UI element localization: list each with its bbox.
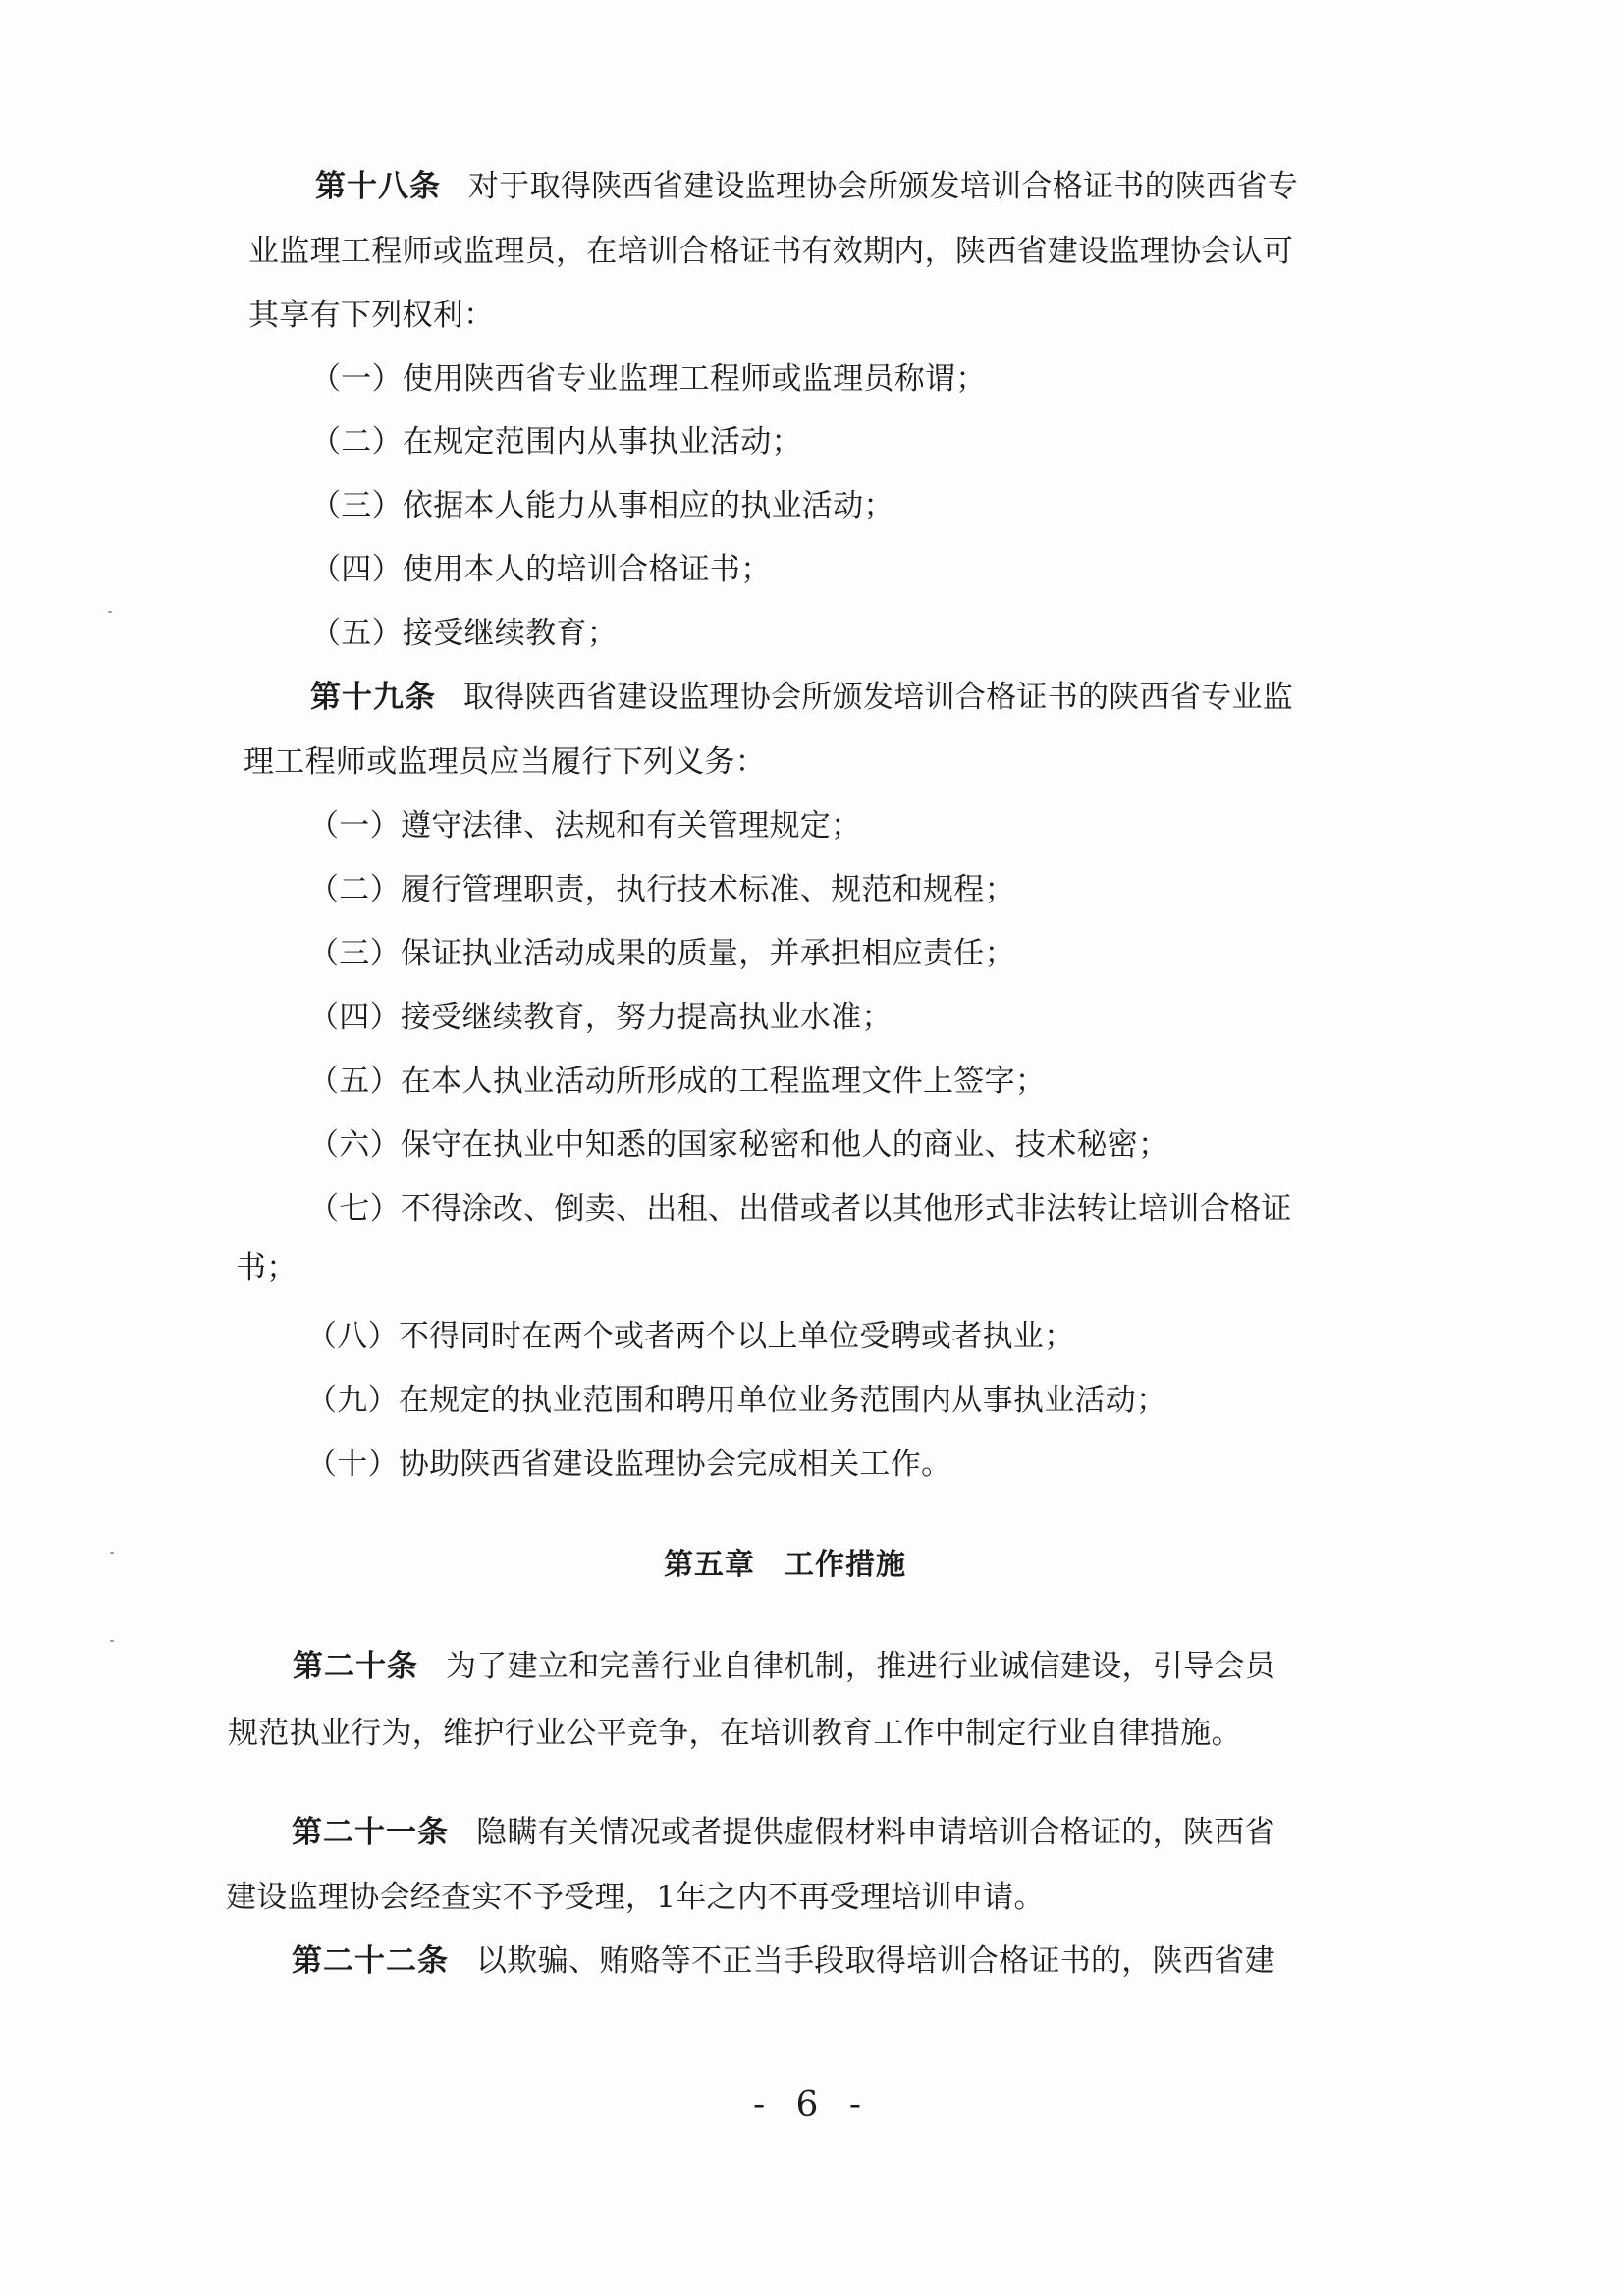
article-20-text: 为了建立和完善行业自律机制，推进行业诚信建设，引导会员 — [446, 1649, 1276, 1684]
article-18-line-1 — [315, 167, 1298, 206]
article-18-title: 第十八条 — [315, 169, 441, 204]
article-21-text: 隐瞒有关情况或者提供虚假材料申请培训合格证的，陕西省 — [476, 1815, 1275, 1850]
article-19-item-7: （七）不得涂改、倒卖、出租、出借或者以其他形式非法转让培训合格证 — [308, 1191, 1292, 1227]
scan-speck — [110, 1552, 114, 1554]
article-19-item-3: （三）保证执业活动成果的质量，并承担相应责任； — [308, 936, 1015, 971]
chapter-5-heading — [664, 1546, 906, 1585]
article-19-item-2: （二）履行管理职责，执行技术标准、规范和规程； — [308, 872, 1015, 907]
article-19-item-5: （五）在本人执业活动所形成的工程监理文件上签字； — [308, 1064, 1047, 1099]
scan-speck — [108, 611, 112, 613]
article-18-line-3: 其享有下列权利： — [248, 298, 495, 333]
article-22-title: 第二十二条 — [292, 1943, 449, 1979]
article-20-line-2: 规范执业行为，维护行业公平竞争，在培训教育工作中制定行业自律措施。 — [228, 1716, 1242, 1751]
article-18-item-2: （二）在规定范围内从事执业活动； — [310, 424, 802, 460]
article-19-title: 第十九条 — [310, 680, 436, 715]
article-19-line-2: 理工程师或监理员应当履行下列义务： — [244, 744, 767, 780]
article-20-title: 第二十条 — [293, 1649, 418, 1684]
page-number: - 6 - — [752, 2085, 872, 2125]
article-20-line-1 — [293, 1647, 1275, 1686]
article-19-item-9: （九）在规定的执业范围和聘用单位业务范围内从事执业活动； — [306, 1383, 1167, 1418]
article-22-text: 以欺骗、贿赂等不正当手段取得培训合格证书的，陕西省建 — [476, 1943, 1275, 1979]
chapter-5-name: 工作措施 — [785, 1548, 906, 1582]
scan-speck — [110, 1640, 114, 1642]
article-19-item-1: （一）遵守法律、法规和有关管理规定； — [308, 808, 862, 844]
article-19-item-6: （六）保守在执业中知悉的国家秘密和他人的商业、技术秘密； — [308, 1127, 1169, 1163]
article-18-item-1: （一）使用陕西省专业监理工程师或监理员称谓； — [310, 361, 987, 397]
article-19-text: 取得陕西省建设监理协会所颁发培训合格证书的陕西省专业监 — [463, 680, 1294, 715]
chapter-5-number: 第五章 — [664, 1548, 755, 1582]
article-18-item-3: （三）依据本人能力从事相应的执业活动； — [310, 488, 894, 523]
article-21-line-1 — [292, 1813, 1275, 1852]
article-19-item-8: （八）不得同时在两个或者两个以上单位受聘或者执业； — [306, 1319, 1075, 1354]
article-21-line-2: 建设监理协会经查实不予受理，1年之内不再受理培训申请。 — [226, 1880, 1045, 1915]
article-19-line-1 — [310, 678, 1293, 717]
article-18-line-2: 业监理工程师或监理员，在培训合格证书有效期内，陕西省建设监理协会认可 — [248, 234, 1294, 269]
article-18-item-5: （五）接受继续教育； — [310, 616, 618, 651]
article-19-item-7-cont: 书； — [236, 1250, 298, 1285]
article-22-line-1 — [292, 1941, 1275, 1981]
article-21-title: 第二十一条 — [292, 1815, 449, 1850]
article-18-text: 对于取得陕西省建设监理协会所颁发培训合格证书的陕西省专 — [468, 169, 1299, 204]
article-18-item-4: （四）使用本人的培训合格证书； — [310, 552, 772, 587]
article-19-item-10: （十）协助陕西省建设监理协会完成相关工作。 — [306, 1447, 952, 1482]
article-19-item-4: （四）接受继续教育，努力提高执业水准； — [308, 1000, 893, 1035]
